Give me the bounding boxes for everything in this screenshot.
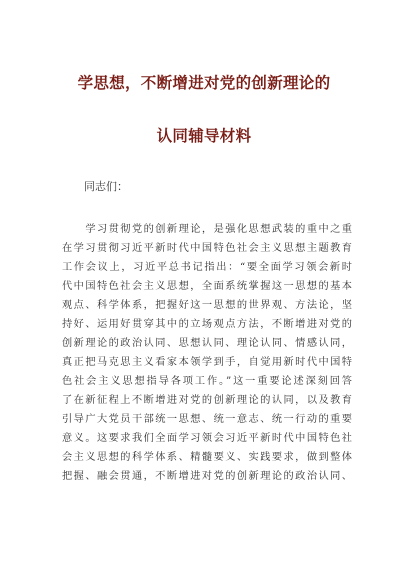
body-line: 工作会议上，习近平总书记指出：“要全面学习领会新时 [62,262,352,273]
body-line: 意义。这要求我们全面学习领会习近平新时代中国特色社 [62,433,352,444]
body-line: 引导广大党员干部统一思想、统一意志、统一行动的重要 [62,414,352,425]
body-line: 学习贯彻党的创新理论，是强化思想武装的重中之重 [62,224,352,235]
body-line: 色社会主义思想指导各项工作。”这一重要论述深刻回答 [62,376,352,387]
body-line: 代中国特色社会主义思想，全面系统掌握这一思想的基本 [62,281,352,292]
salutation: 同志们： [84,180,128,193]
body-line: 会主义思想的科学体系、精髓要义、实践要求，做到整体 [62,452,352,463]
body-line: 持好、运用好贯穿其中的立场观点方法，不断增进对党的 [62,319,352,330]
document-title-line-1: 学思想，不断增进对党的创新理论的 [77,74,331,92]
body-line: 创新理论的政治认同、思想认同、理论认同、情感认同， [62,338,352,349]
body-paragraph [62,220,352,486]
body-line: 在学习贯彻习近平新时代中国特色社会主义思想主题教育 [62,243,352,254]
body-line: 真正把马克思主义看家本领学到手，自觉用新时代中国特 [62,357,352,368]
document-title-line-2: 认同辅导材料 [156,127,252,145]
body-line: 观点、科学体系，把握好这一思想的世界观、方法论，坚 [62,300,352,311]
body-line: 了在新征程上不断增进对党的创新理论的认同，以及教育 [62,395,352,406]
body-line: 把握、融会贯通，不断增进对党的创新理论的政治认同、 [62,471,352,482]
